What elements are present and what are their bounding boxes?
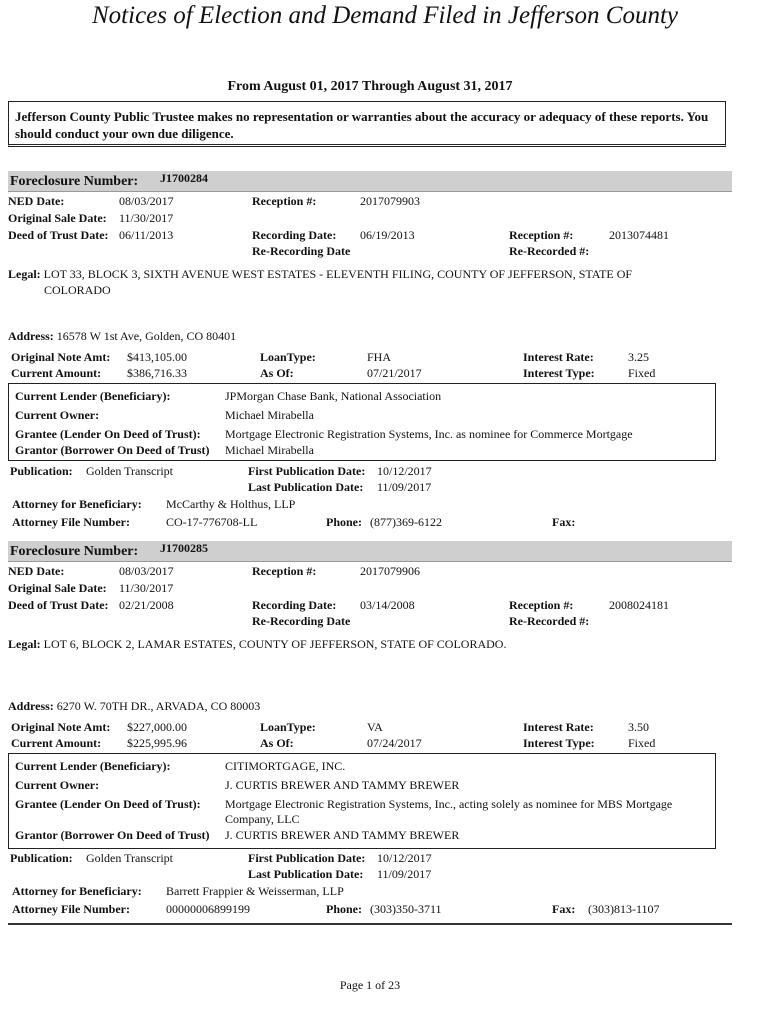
parties-box: [8, 383, 716, 461]
bottom-rule: [8, 923, 732, 925]
attorney-file-number-label: Attorney File Number:: [12, 902, 130, 916]
first-pub-date-label: First Publication Date:: [248, 464, 366, 478]
current-amount-label: Current Amount:: [11, 366, 102, 380]
foreclosure-number: J1700285: [160, 541, 208, 555]
current-amount-label: Current Amount:: [11, 736, 102, 750]
ned-date: 08/03/2017: [119, 194, 174, 208]
reception-label-2: Reception #:: [509, 228, 574, 242]
reception-label: Reception #:: [252, 194, 317, 208]
deed-of-trust-date-label: Deed of Trust Date:: [8, 598, 109, 612]
current-owner-label: Current Owner:: [15, 408, 100, 422]
legal-line-1: LOT 6, BLOCK 2, LAMAR ESTATES, COUNTY OF JEFFERSON, STATE OF COLORADO.: [43, 637, 507, 651]
publication-label: Publication:: [10, 464, 73, 478]
grantee-label: Grantee (Lender On Deed of Trust):: [15, 797, 201, 811]
legal-label: Legal:: [8, 267, 41, 281]
attorney-file-number: 00000006899199: [166, 902, 250, 916]
interest-type-label: Interest Type:: [523, 736, 595, 750]
foreclosure-number-label: Foreclosure Number:: [10, 174, 139, 189]
fax: (303)813-1107: [588, 902, 660, 916]
as-of-label: As Of:: [260, 366, 294, 380]
foreclosure-record: [0, 171, 770, 541]
foreclosure-header: [8, 171, 732, 192]
foreclosure-record: [0, 541, 770, 916]
last-pub-date-label: Last Publication Date:: [248, 867, 364, 881]
original-sale-date-label: Original Sale Date:: [8, 581, 107, 595]
original-sale-date: 11/30/2017: [119, 581, 174, 595]
fax-label: Fax:: [552, 902, 576, 916]
legal-line-2: COLORADO: [44, 283, 111, 297]
address: 16578 W 1st Ave, Golden, CO 80401: [56, 329, 237, 343]
current-lender: CITIMORTGAGE, INC.: [225, 759, 346, 773]
current-lender-label: Current Lender (Beneficiary):: [15, 389, 171, 403]
grantor-label: Grantor (Borrower On Deed of Trust): [15, 828, 210, 842]
recording-date-label: Recording Date:: [252, 228, 337, 242]
first-pub-date: 10/12/2017: [377, 464, 432, 478]
loan-type-label: LoanType:: [260, 720, 316, 734]
recording-date: 03/14/2008: [360, 598, 415, 612]
current-owner-label: Current Owner:: [15, 778, 100, 792]
original-note-amt: $227,000.00: [127, 720, 187, 734]
phone-label: Phone:: [326, 515, 362, 529]
interest-type-label: Interest Type:: [523, 366, 595, 380]
current-lender: JPMorgan Chase Bank, National Association: [225, 389, 442, 403]
original-sale-date: 11/30/2017: [119, 211, 174, 225]
current-owner: J. CURTIS BREWER AND TAMMY BREWER: [225, 778, 460, 792]
loan-type: VA: [367, 720, 383, 734]
ned-date-label: NED Date:: [8, 194, 65, 208]
reception-number-2: 2013074481: [609, 228, 669, 242]
first-pub-date: 10/12/2017: [377, 851, 432, 865]
recording-date: 06/19/2013: [360, 228, 415, 242]
foreclosure-number-label: Foreclosure Number:: [10, 544, 139, 559]
first-pub-date-label: First Publication Date:: [248, 851, 366, 865]
interest-type: Fixed: [628, 366, 656, 380]
legal-line-1: LOT 33, BLOCK 3, SIXTH AVENUE WEST ESTATES - ELEVENTH FILING, COUNTY OF JEFFERSON, STATE OF: [43, 267, 633, 281]
original-note-amt: $413,105.00: [127, 350, 187, 364]
reception-label-2: Reception #:: [509, 598, 574, 612]
interest-type: Fixed: [628, 736, 656, 750]
current-amount: $386,716.33: [127, 366, 187, 380]
deed-of-trust-date-label: Deed of Trust Date:: [8, 228, 109, 242]
grantor: Michael Mirabella: [225, 443, 314, 457]
interest-rate: 3.25: [628, 350, 649, 364]
interest-rate-label: Interest Rate:: [523, 720, 594, 734]
ned-date: 08/03/2017: [119, 564, 174, 578]
re-recorded-label: Re-Recorded #:: [509, 244, 590, 258]
as-of-date: 07/24/2017: [367, 736, 422, 750]
grantee: Mortgage Electronic Registration Systems, Inc. as nominee for Commerce Mortgage: [225, 427, 633, 441]
foreclosure-header: [8, 541, 732, 562]
re-recording-date-label: Re-Recording Date: [252, 244, 351, 258]
page-number: Page 1 of 23: [339, 978, 401, 992]
address: 6270 W. 70TH DR., ARVADA, CO 80003: [56, 699, 261, 713]
grantor: J. CURTIS BREWER AND TAMMY BREWER: [225, 828, 460, 842]
foreclosure-number: J1700284: [160, 171, 208, 185]
legal-description: [8, 266, 688, 298]
attorney-label: Attorney for Beneficiary:: [12, 497, 142, 511]
grantor-label: Grantor (Borrower On Deed of Trust): [15, 443, 210, 457]
attorney: Barrett Frappier & Weisserman, LLP: [166, 884, 344, 898]
phone: (303)350-3711: [370, 902, 442, 916]
phone-label: Phone:: [326, 902, 362, 916]
as-of-label: As Of:: [260, 736, 294, 750]
attorney-file-number: CO-17-776708-LL: [166, 515, 258, 529]
grantee-label: Grantee (Lender On Deed of Trust):: [15, 427, 201, 441]
address-row: [8, 329, 236, 344]
legal-label: Legal:: [8, 637, 41, 651]
last-pub-date-label: Last Publication Date:: [248, 480, 364, 494]
interest-rate-label: Interest Rate:: [523, 350, 594, 364]
recording-date-label: Recording Date:: [252, 598, 337, 612]
attorney-label: Attorney for Beneficiary:: [12, 884, 142, 898]
reception-label: Reception #:: [252, 564, 317, 578]
deed-of-trust-date: 06/11/2013: [119, 228, 174, 242]
date-range: From August 01, 2017 Through August 31, 2017: [227, 79, 513, 94]
parties-box: [8, 753, 716, 849]
reception-number-2: 2008024181: [609, 598, 669, 612]
attorney: McCarthy & Holthus, LLP: [166, 497, 296, 511]
loan-type: FHA: [367, 350, 392, 364]
fax-label: Fax:: [552, 515, 576, 529]
attorney-file-number-label: Attorney File Number:: [12, 515, 130, 529]
as-of-date: 07/21/2017: [367, 366, 422, 380]
original-note-amt-label: Original Note Amt:: [11, 350, 111, 364]
publication: Golden Transcript: [86, 464, 173, 478]
current-lender-label: Current Lender (Beneficiary):: [15, 759, 171, 773]
legal-description: [8, 636, 688, 652]
page-title: Notices of Election and Demand Filed in Jefferson County: [92, 2, 678, 29]
publication: Golden Transcript: [86, 851, 173, 865]
reception-number: 2017079906: [360, 564, 420, 578]
grantee-cont: Company, LLC: [225, 812, 300, 826]
last-pub-date: 11/09/2017: [377, 867, 432, 881]
publication-label: Publication:: [10, 851, 73, 865]
current-owner: Michael Mirabella: [225, 408, 314, 422]
reception-number: 2017079903: [360, 194, 420, 208]
last-pub-date: 11/09/2017: [377, 480, 432, 494]
address-label: Address:: [8, 329, 54, 343]
original-note-amt-label: Original Note Amt:: [11, 720, 111, 734]
original-sale-date-label: Original Sale Date:: [8, 211, 107, 225]
re-recording-date-label: Re-Recording Date: [252, 614, 351, 628]
address-label: Address:: [8, 699, 54, 713]
current-amount: $225,995.96: [127, 736, 187, 750]
ned-date-label: NED Date:: [8, 564, 65, 578]
interest-rate: 3.50: [628, 720, 649, 734]
disclaimer-box: Jefferson County Public Trustee makes no representation or warranties about the accuracy or adequacy of these reports. You should conduct your own due diligence.: [8, 101, 726, 147]
address-row: [8, 699, 260, 714]
re-recorded-label: Re-Recorded #:: [509, 614, 590, 628]
grantee: Mortgage Electronic Registration Systems, Inc., acting solely as nominee for MBS Mortgage: [225, 797, 673, 811]
loan-type-label: LoanType:: [260, 350, 316, 364]
deed-of-trust-date: 02/21/2008: [119, 598, 174, 612]
phone: (877)369-6122: [370, 515, 442, 529]
